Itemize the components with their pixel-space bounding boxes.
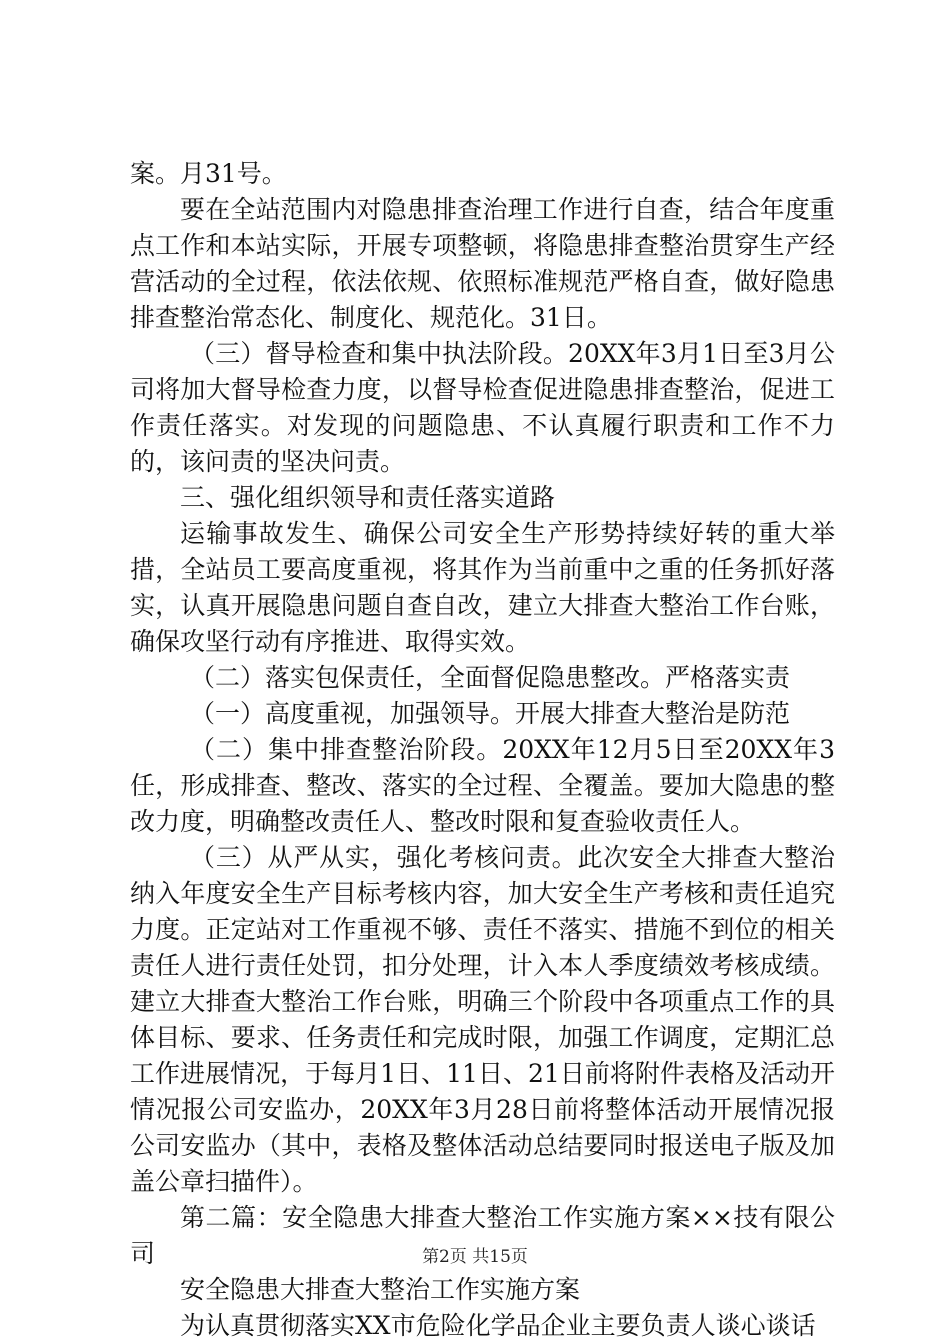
paragraph-8: （二）集中排查整治阶段。20XX年12月5日至20XX年3任，形成排查、整改、落实的全过程、全覆盖。要加大隐患的整改力度，明确整改责任人、整改时限和复查验收责任人。 xyxy=(130,735,835,836)
paragraph-1: 案。月31号。 xyxy=(130,159,287,188)
paragraph-6: （二）落实包保责任，全面督促隐患整改。严格落实责 xyxy=(190,663,791,692)
plan-title: 安全隐患大排查大整治工作实施方案 xyxy=(180,1275,581,1304)
paragraph-9: （三）从严从实，强化考核问责。此次安全大排查大整治纳入年度安全生产目标考核内容，加大安全生产考核和责任追究力度。正定站对工作重视不够、责任不落实、措施不到位的相关责任人进行责任处罚，扣分处理，计入本人季度绩效考核成绩。建立大排查大整治工作台账，明确三个阶段中各项重点工作的具体目标、要求、任务责任和完成时限，加强工作调度，定期汇总工作进展情况，于每月1日、11日、21日前将附件表格及活动开情况报公司安监办，20XX年3月28日前将整体活动开展情况报公司安监办（其中，表格及整体活动总结要同时报送电子版及加盖公章扫描件）。 xyxy=(130,843,835,1196)
paragraph-5: 运输事故发生、确保公司安全生产形势持续好转的重大举措，全站员工要高度重视，将其作为当前重中之重的任务抓好落实，认真开展隐患问题自查自改，建立大排查大整治工作台账，确保攻坚行动有序推进、取得实效。 xyxy=(130,519,835,656)
paragraph-3: （三）督导检查和集中执法阶段。20XX年3月1日至3月公司将加大督导检查力度，以督导检查促进隐患排查整治，促进工作责任落实。对发现的问题隐患、不认真履行职责和工作不力的，该问责的坚决问责。 xyxy=(130,339,835,476)
paragraph-7: （一）高度重视，加强领导。开展大排查大整治是防范 xyxy=(190,699,791,728)
paragraph-12: 为认真贯彻落实XX市危险化学品企业主要负责人谈心谈话 xyxy=(180,1311,816,1340)
document-body xyxy=(130,156,835,1344)
section-heading: 三、强化组织领导和责任落实道路 xyxy=(180,483,556,512)
paragraph-2: 要在全站范围内对隐患排查治理工作进行自查，结合年度重点工作和本站实际，开展专项整顿，将隐患排查整治贯穿生产经营活动的全过程，依法依规、依照标准规范严格自查，做好隐患排查整治常态化、制度化、规范化。31日。 xyxy=(130,195,835,332)
page-number-footer: 第2页 共15页 xyxy=(422,1247,528,1267)
chapter-title: 第二篇：安全隐患大排查大整治工作实施方案××技有限公司 xyxy=(130,1203,835,1268)
